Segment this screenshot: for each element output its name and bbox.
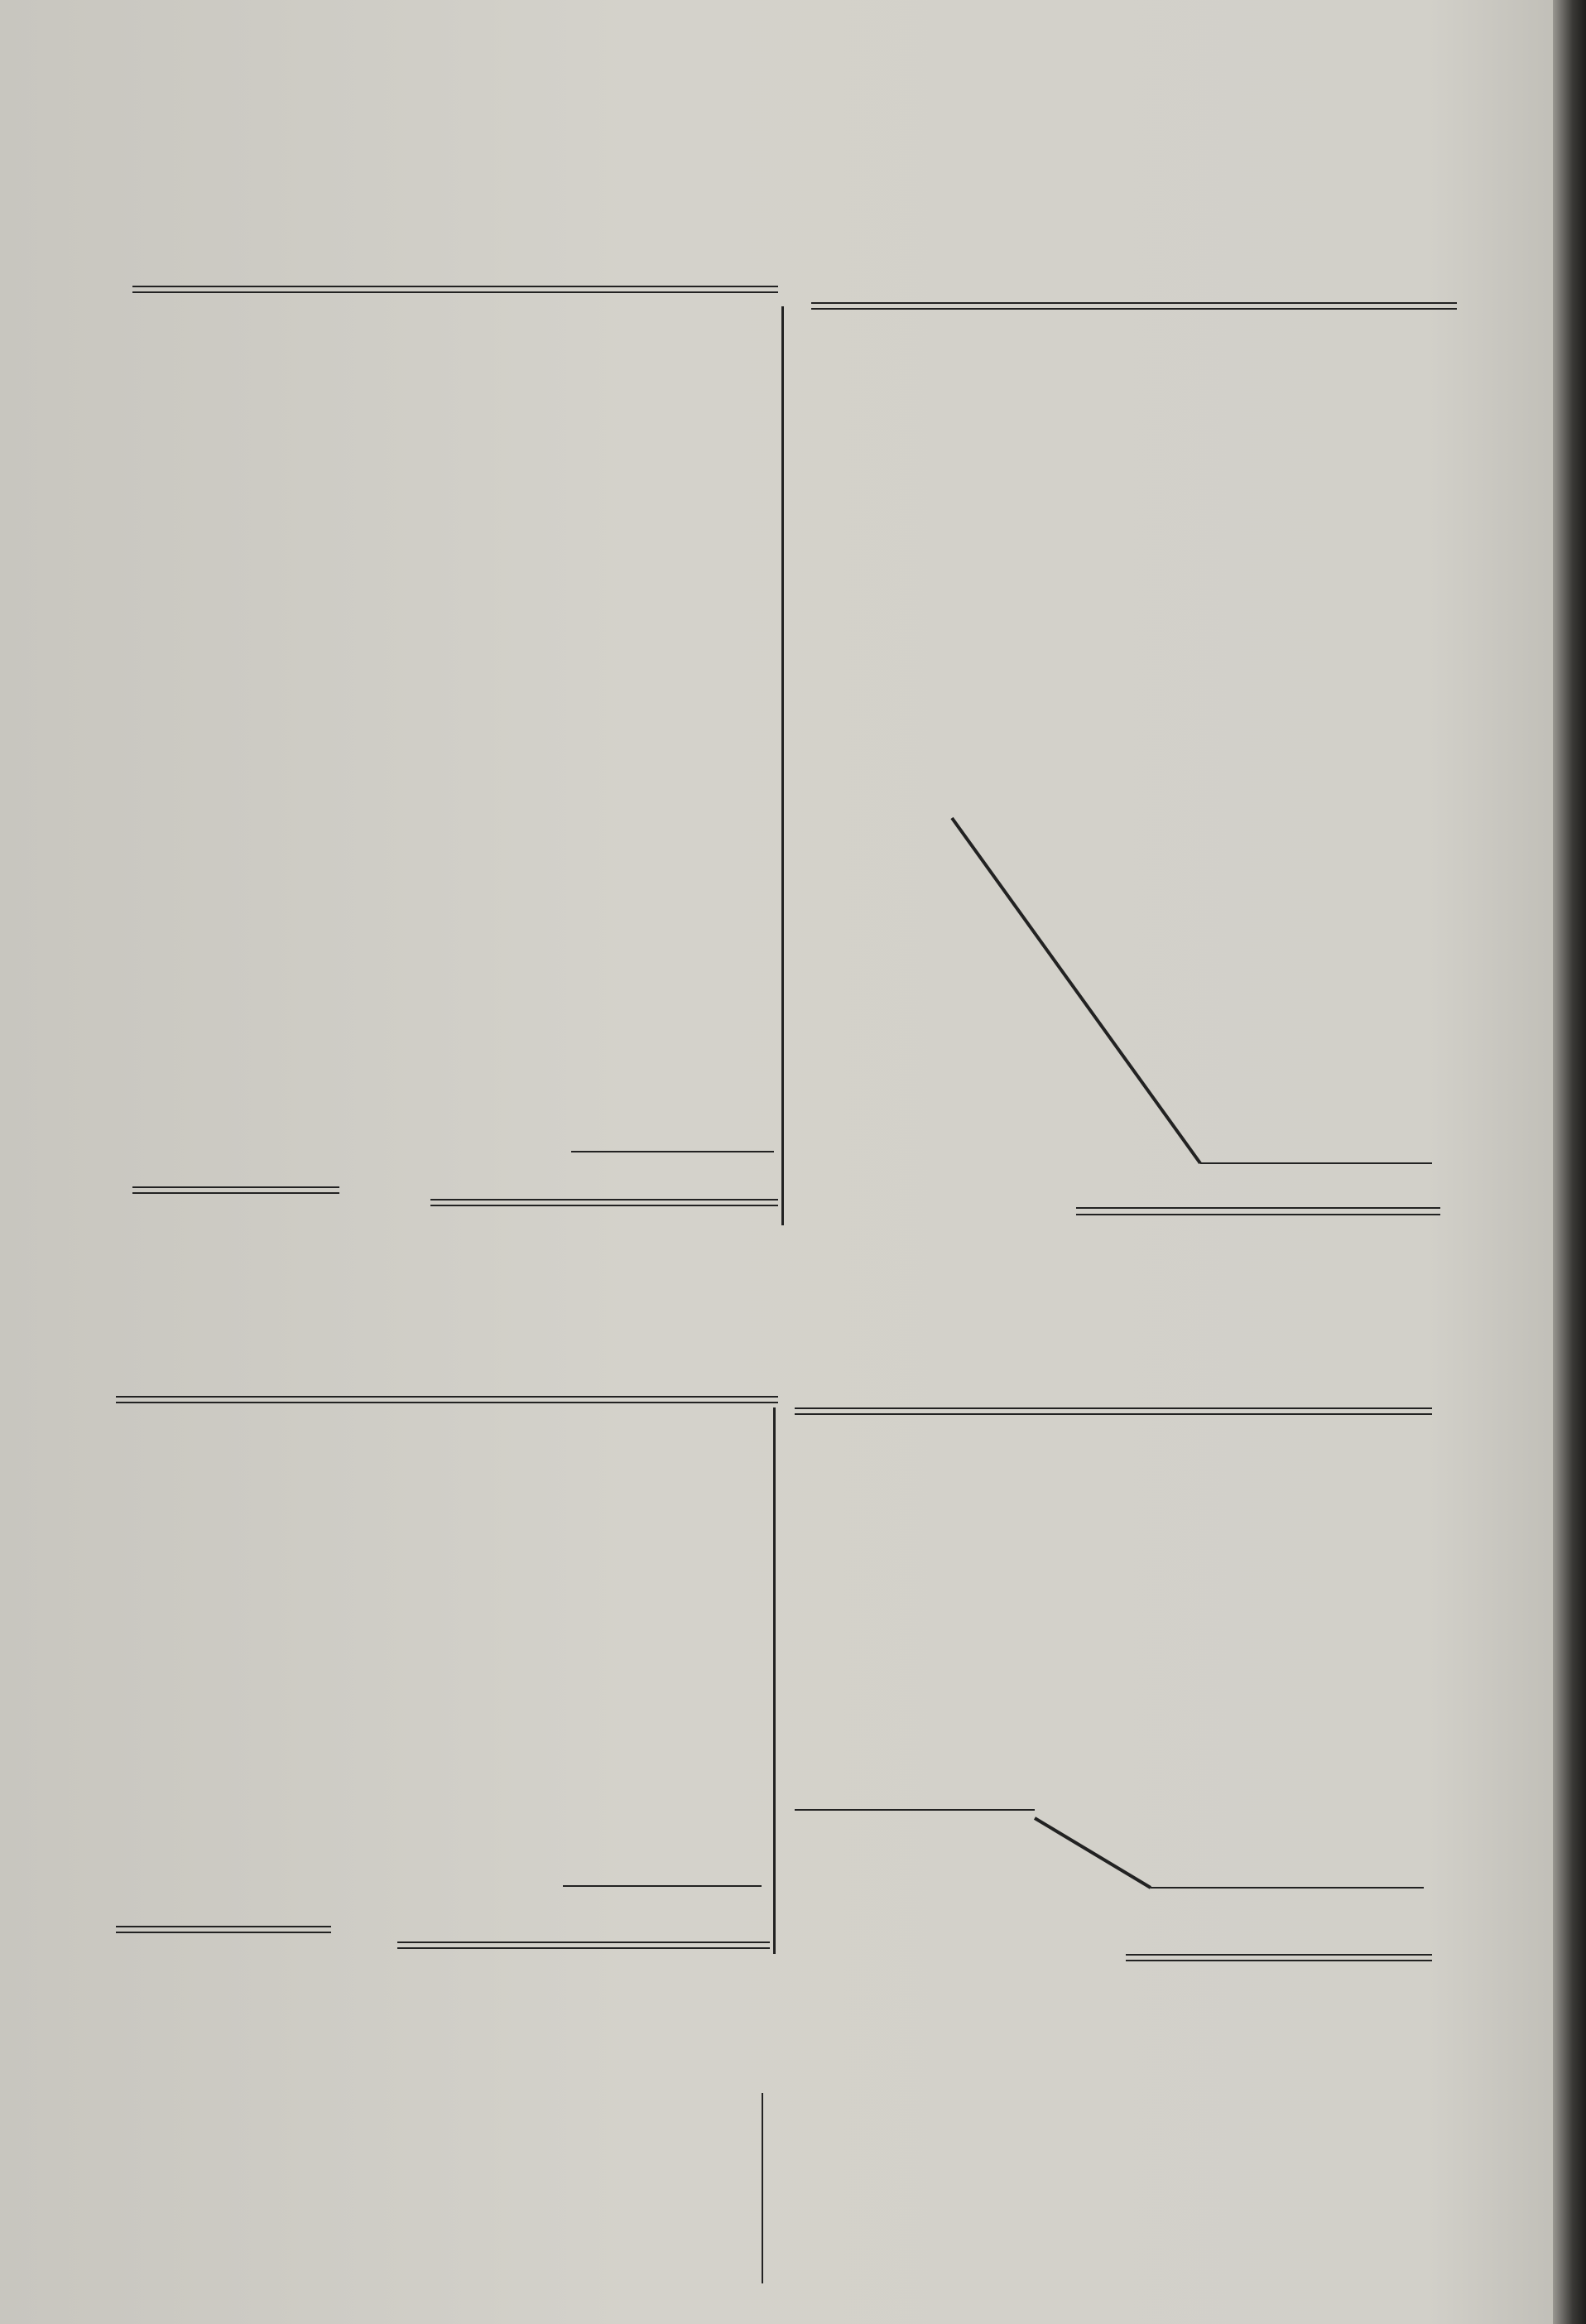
rule bbox=[795, 1407, 1432, 1409]
column-divider bbox=[781, 306, 784, 1225]
rule bbox=[795, 1413, 1432, 1415]
rule bbox=[397, 1941, 770, 1943]
rule bbox=[571, 1151, 774, 1152]
balancing-stroke bbox=[944, 811, 1440, 1176]
rule bbox=[132, 286, 778, 287]
rule bbox=[132, 1186, 339, 1188]
column-divider bbox=[762, 2093, 763, 2283]
rule bbox=[132, 1192, 339, 1194]
rule bbox=[1076, 1214, 1440, 1215]
rule bbox=[1126, 1960, 1432, 1961]
page-edge-shadow bbox=[1553, 0, 1586, 2324]
rule bbox=[430, 1205, 778, 1206]
rule bbox=[132, 291, 778, 293]
rule bbox=[563, 1885, 762, 1887]
rule bbox=[1076, 1207, 1440, 1209]
rule bbox=[397, 1947, 770, 1949]
rule bbox=[430, 1199, 778, 1200]
rule bbox=[116, 1932, 331, 1933]
rule bbox=[811, 302, 1457, 304]
rule bbox=[116, 1402, 778, 1403]
rule bbox=[116, 1396, 778, 1398]
balancing-stroke bbox=[795, 1805, 1432, 1937]
rule bbox=[116, 1926, 331, 1927]
rule bbox=[1126, 1954, 1432, 1956]
rule bbox=[811, 308, 1457, 310]
column-divider bbox=[773, 1407, 776, 1954]
